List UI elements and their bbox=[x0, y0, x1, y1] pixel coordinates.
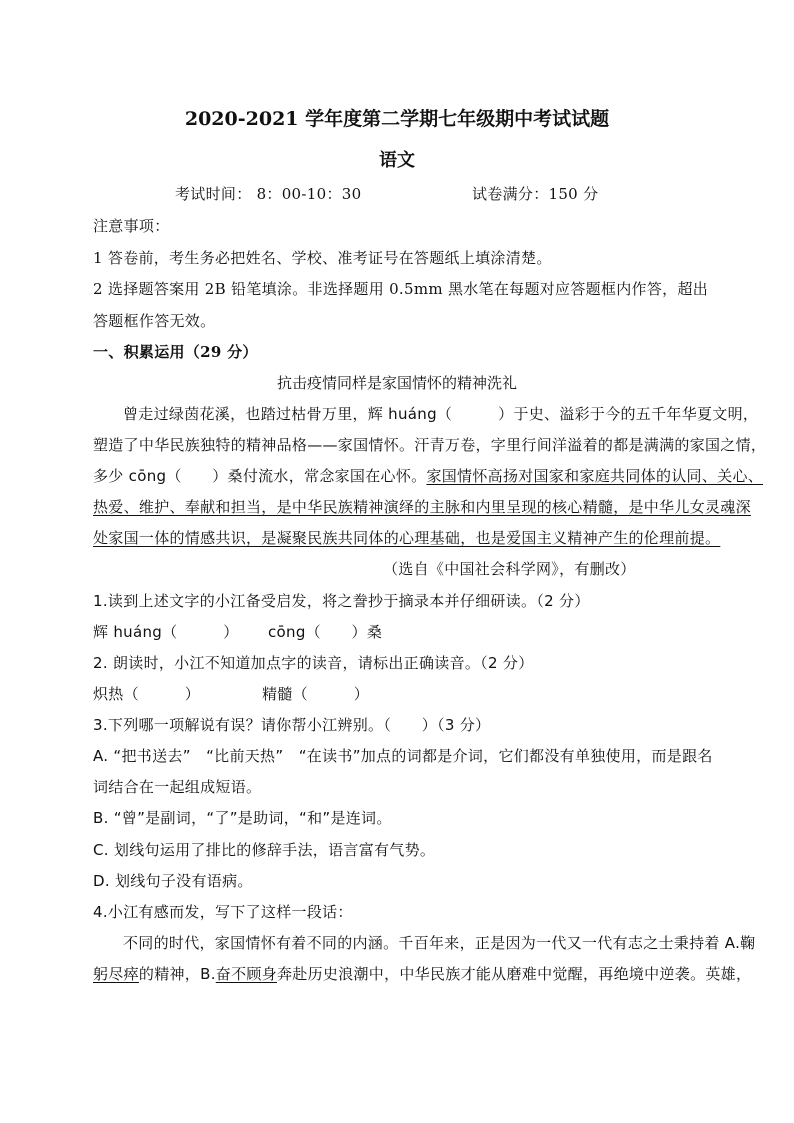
notes-heading: 注意事项： bbox=[93, 217, 170, 235]
passage-title: 抗击疫情同样是家国情怀的精神洗礼 bbox=[276, 374, 517, 392]
exam-title: 2020-2021 学年度第二学期七年级期中考试试题 bbox=[184, 108, 610, 130]
underlined-sentence: 家国情怀高扬对国家和家庭共同体的认同、关心、 bbox=[426, 467, 764, 485]
q4-passage-line: 不同的时代，家国情怀有着不同的内涵。千百年来，正是因为一代又一代有志之士秉持着 A.鞠 bbox=[123, 934, 756, 952]
underlined-phrase-b: 奋不顾身 bbox=[215, 965, 277, 983]
q2-blank-a: 炽热（ ） bbox=[93, 685, 201, 703]
option-b: B. “曾”是副词，“了”是助词，“和”是连词。 bbox=[93, 809, 392, 827]
q2-blank-b: 精髓（ ） bbox=[262, 685, 370, 703]
q1-blank-b: cōng（ ）桑 bbox=[268, 623, 383, 641]
question-4: 4.小江有感而发，写下了这样一段话： bbox=[93, 903, 353, 921]
note-item-1: 1 答卷前，考生务必把姓名、学校、准考证号在答题纸上填涂清楚。 bbox=[93, 249, 552, 267]
passage-text: 的精神，B. bbox=[138, 965, 216, 983]
underlined-sentence: 处家国一体的情感共识，是凝聚民族共同体的心理基础，也是爱国主义精神产生的伦理前提。 bbox=[93, 529, 721, 547]
option-a: A. “把书送去” “比前天热” “在读书”加点的词都是介词，它们都没有单独使用，而是跟名 bbox=[93, 747, 713, 765]
note-item-2: 2 选择题答案用 2B 铅笔填涂。非选择题用 0.5mm 黑水笔在每题对应答题框内作答，超出 bbox=[93, 280, 709, 298]
passage-line: 塑造了中华民族独特的精神品格——家国情怀。汗青万卷，字里行间洋溢着的都是满满的家国之情， bbox=[93, 436, 767, 454]
option-d: D. 划线句子没有语病。 bbox=[93, 872, 253, 890]
question-2: 2. 朗读时，小江不知道加点字的读音，请标出正确读音。（2 分） bbox=[93, 654, 534, 672]
full-score: 试卷满分：150 分 bbox=[472, 185, 599, 203]
question-1: 1.读到上述文字的小江备受启发，将之誊抄于摘录本并仔细研读。（2 分） bbox=[93, 592, 590, 610]
option-c: C. 划线句运用了排比的修辞手法，语言富有气势。 bbox=[93, 841, 436, 859]
passage-source: （选自《中国社会科学网》，有删改） bbox=[383, 560, 636, 578]
q4-passage-line bbox=[93, 964, 751, 984]
passage-line: 曾走过绿茵花溪，也踏过枯骨万里，辉 huáng（ ）于史、溢彩于今的五千年华夏文明， bbox=[123, 405, 759, 423]
note-item-2-cont: 答题框作答无效。 bbox=[93, 312, 216, 330]
section-heading: 一、积累运用（29 分） bbox=[93, 343, 258, 361]
passage-text: 多少 cōng（ ）桑付流水，常念家国在心怀。 bbox=[93, 467, 427, 485]
subject-title: 语文 bbox=[379, 150, 415, 171]
underlined-sentence: 热爱、维护、奉献和担当，是中华民族精神演绎的主脉和内里呈现的核心精髓，是中华儿女灵魂深 bbox=[93, 498, 751, 516]
question-3: 3.下列哪一项解说有误？请你帮小江辨别。（ ）（3 分） bbox=[93, 716, 491, 734]
exam-time: 考试时间： 8：00-10：30 bbox=[175, 185, 362, 203]
option-a-cont: 词结合在一起组成短语。 bbox=[93, 778, 262, 796]
passage-text: 奔赴历史浪潮中，中华民族才能从磨难中觉醒，再绝境中逆袭。英雄， bbox=[276, 965, 752, 983]
underlined-phrase-a: 躬尽瘁 bbox=[93, 965, 139, 983]
passage-line bbox=[93, 466, 763, 486]
q1-blank-a: 辉 huáng（ ） bbox=[93, 623, 239, 641]
